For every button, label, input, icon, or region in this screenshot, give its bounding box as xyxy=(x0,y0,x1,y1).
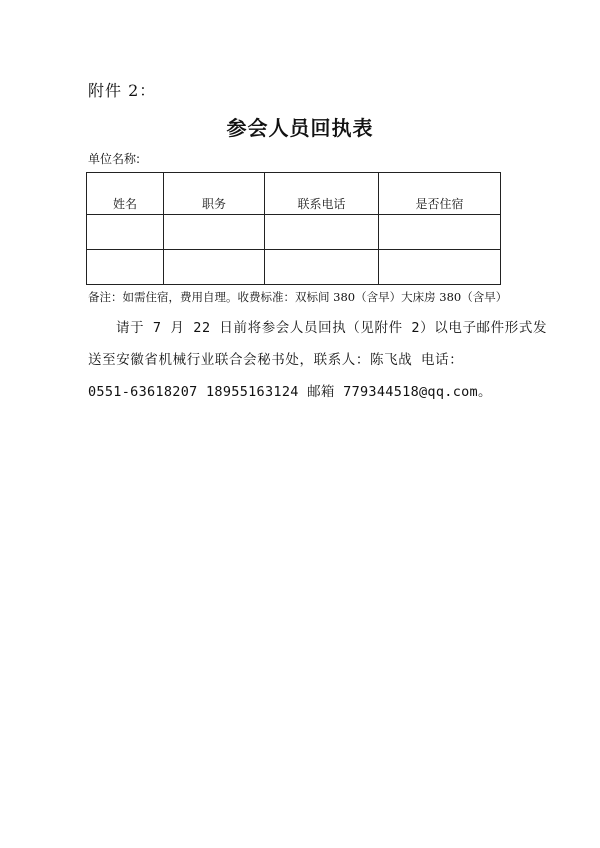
header-phone: 联系电话 xyxy=(265,173,379,215)
table-row xyxy=(87,215,501,250)
unit-name-label: 单位名称: xyxy=(88,152,141,166)
table-cell xyxy=(164,250,265,285)
paragraph-line-1: 请于 7 月 22 日前将参会人员回执（见附件 2）以电子邮件形式发 xyxy=(116,320,548,336)
table-cell xyxy=(87,215,164,250)
table-cell xyxy=(379,215,501,250)
table-cell xyxy=(265,215,379,250)
table-cell xyxy=(164,215,265,250)
note-text: 备注：如需住宿，费用自理。收费标准：双标间 380（含早）大床房 380（含早） xyxy=(88,290,508,304)
table-cell xyxy=(265,250,379,285)
header-accommodation: 是否住宿 xyxy=(379,173,501,215)
table-cell xyxy=(379,250,501,285)
table-row xyxy=(87,250,501,285)
document-title: 参会人员回执表 xyxy=(226,116,374,140)
attachment-label: 附件 2： xyxy=(88,81,157,100)
table-header-row xyxy=(87,173,501,215)
reply-form-table xyxy=(86,172,501,285)
header-position: 职务 xyxy=(164,173,265,215)
paragraph-line-2: 送至安徽省机械行业联合会秘书处，联系人：陈飞战 电话： xyxy=(88,352,464,368)
header-name: 姓名 xyxy=(87,173,164,215)
paragraph-line-3: 0551-63618207 18955163124 邮箱 779344518@qq.com。 xyxy=(88,384,492,400)
table-cell xyxy=(87,250,164,285)
